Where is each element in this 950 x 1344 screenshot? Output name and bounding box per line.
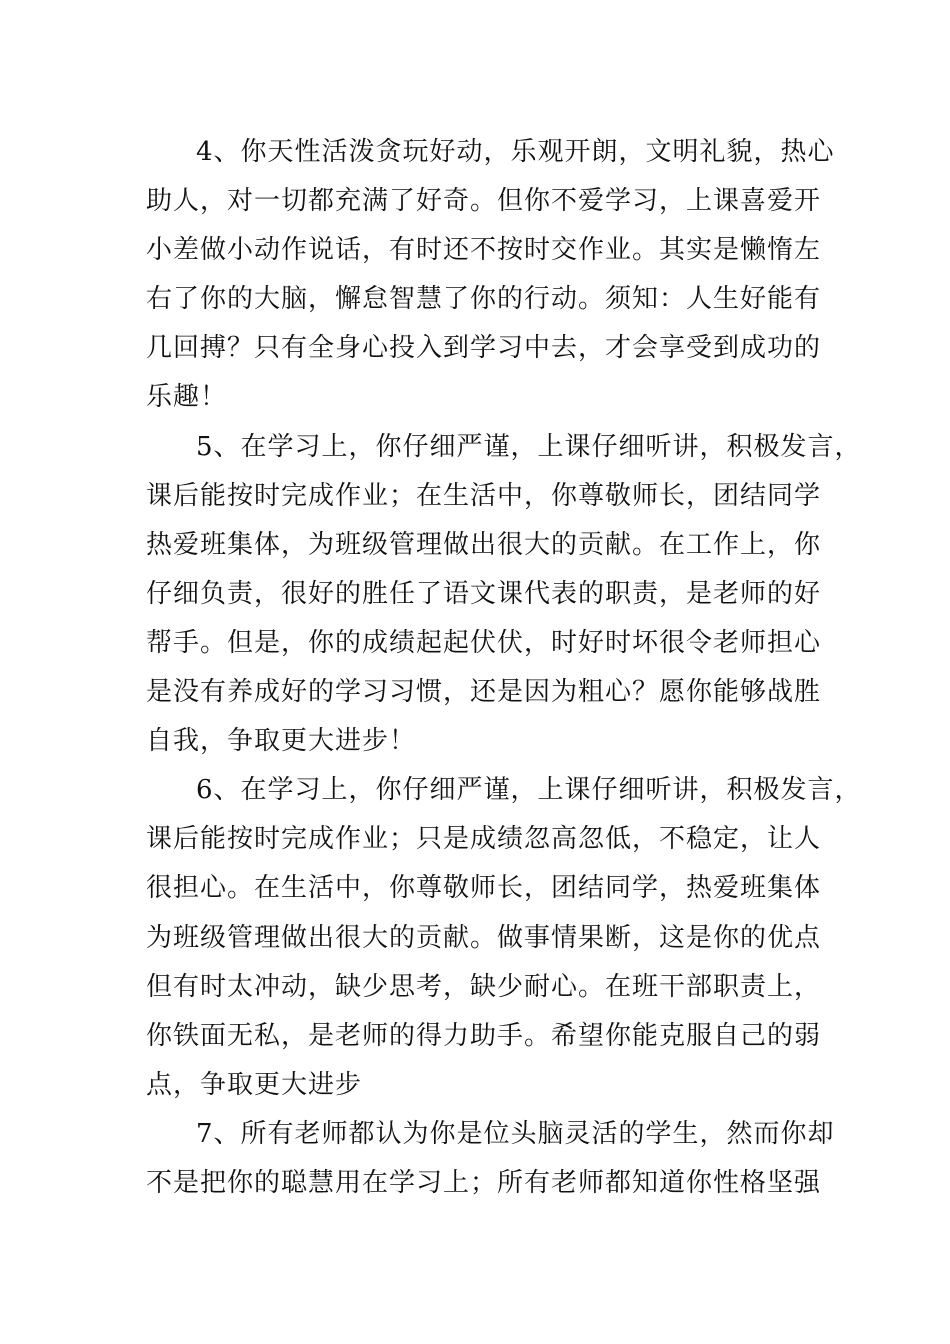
text-line: 5、在学习上，你仔细严谨，上课仔细听讲，积极发言， [196,431,862,462]
text-line: 助人，对一切都充满了好奇。但你不爱学习，上课喜爱开 [146,186,822,217]
text-line: 很担心。在生活中，你尊敬师长，团结同学，热爱班集体 [146,873,822,904]
text-line: 7、所有老师都认为你是位头脑灵活的学生，然而你却 [196,1118,835,1149]
paragraph-7 [146,1110,836,1208]
text-line: 几回搏？只有全身心投入到学习中去，才会享受到成功的 [146,333,822,364]
text-line: 帮手。但是，你的成绩起起伏伏，时好时坏很令老师担心 [146,627,822,658]
text-line: 你铁面无私，是老师的得力助手。希望你能克服自己的弱 [146,1020,822,1051]
text-line: 不是把你的聪慧用在学习上；所有老师都知道你性格坚强 [146,1167,822,1198]
text-line: 但有时太冲动，缺少思考，缺少耐心。在班干部职责上， [146,971,822,1002]
text-line: 右了你的大脑，懈怠智慧了你的行动。须知：人生好能有 [146,284,822,315]
text-line: 课后能按时完成作业；只是成绩忽高忽低，不稳定，让人 [146,824,822,855]
text-line: 乐趣！ [146,382,228,413]
text-line: 6、在学习上，你仔细严谨，上课仔细听讲，积极发言， [196,775,862,806]
text-line: 是没有养成好的学习习惯，还是因为粗心？愿你能够战胜 [146,677,822,708]
paragraph-4 [146,128,836,423]
text-line: 自我，争取更大进步！ [146,726,417,757]
text-line: 点，争取更大进步 [146,1069,363,1100]
text-line: 仔细负责，很好的胜任了语文课代表的职责，是老师的好 [146,578,822,609]
text-line: 小差做小动作说话，有时还不按时交作业。其实是懒惰左 [146,235,822,266]
text-line: 为班级管理做出很大的贡献。做事情果断，这是你的优点 [146,922,822,953]
text-line: 课后能按时完成作业；在生活中，你尊敬师长，团结同学 [146,480,822,511]
text-line: 热爱班集体，为班级管理做出很大的贡献。在工作上，你 [146,529,822,560]
text-line: 4、你天性活泼贪玩好动，乐观开朗，文明礼貌，热心 [196,137,835,167]
paragraph-6 [146,766,862,1110]
paragraph-5 [146,423,862,767]
document-body [146,128,862,1208]
